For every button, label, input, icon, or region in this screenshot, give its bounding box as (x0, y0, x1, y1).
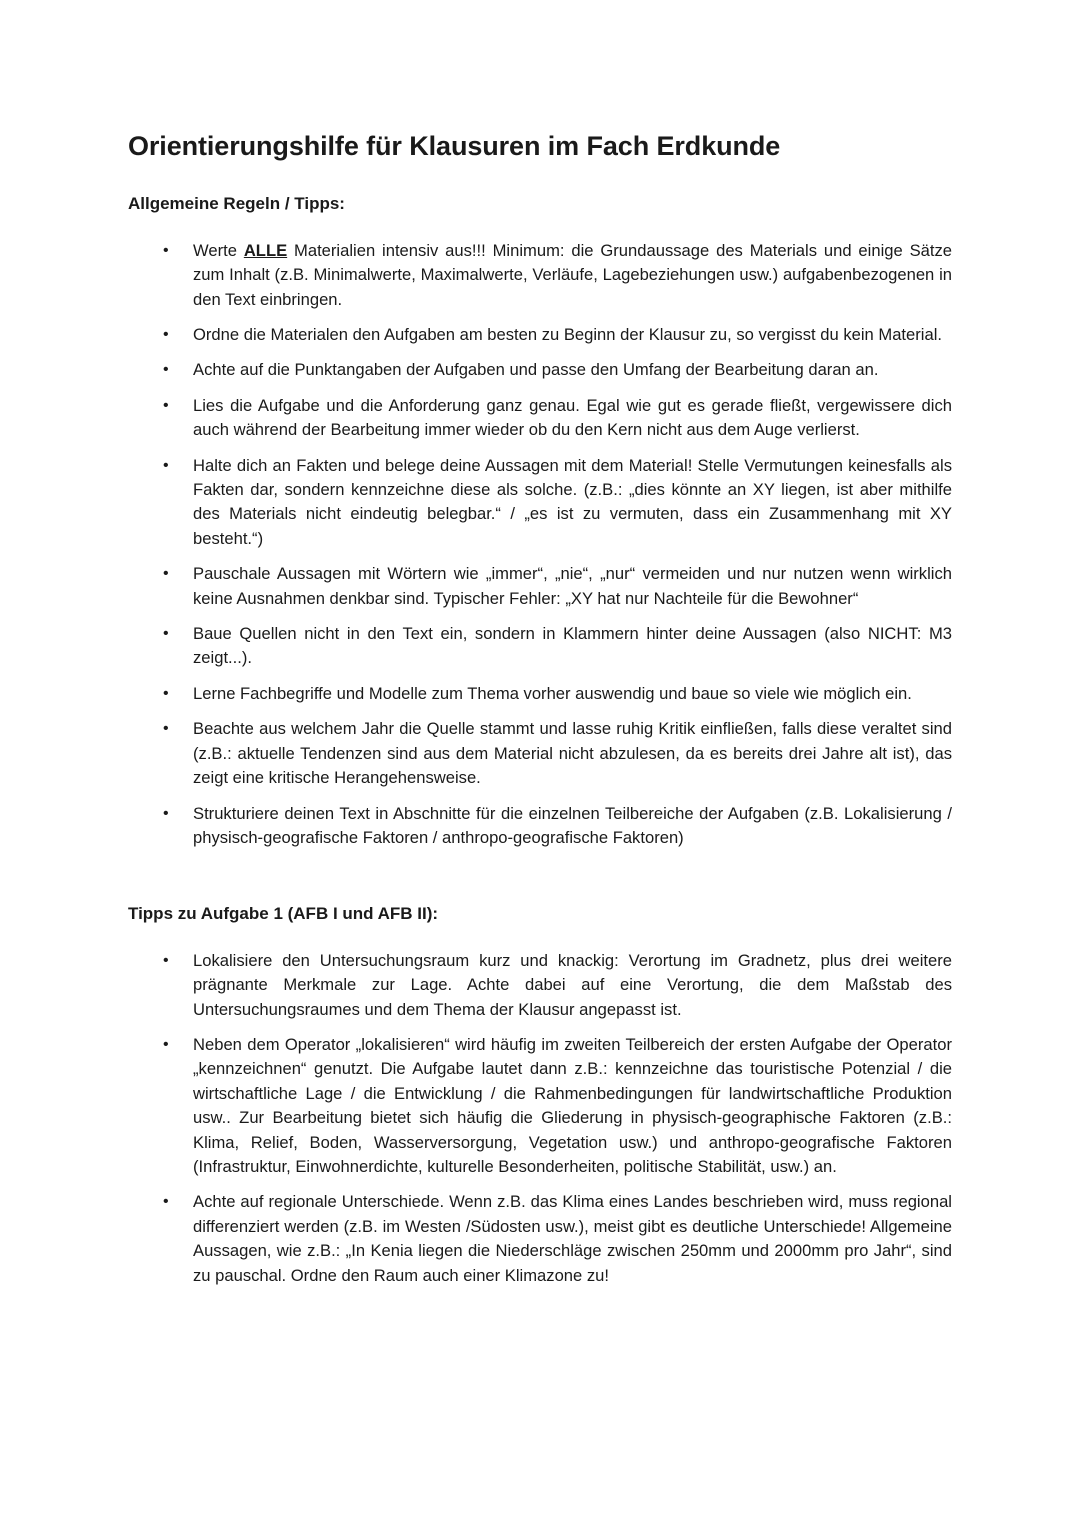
document-title: Orientierungshilfe für Klausuren im Fach Erdkunde (128, 131, 781, 161)
bullet-icon: • (163, 361, 169, 379)
bullet-icon: • (163, 396, 169, 414)
list-item-text: Halte dich an Fakten und belege deine Aussagen mit dem Material! Stelle Vermutungen keinesfalls als Fakten dar, sondern kennzeichne diese als solche. (z.B.: „dies könnte an XY liegen, ist aber mithilfe des Materials nicht eindeutig belegbar.“ / „es ist zu vermuten, dass ein Zusammenhang mit XY besteht.“) (193, 455, 952, 548)
list-item (128, 622, 952, 671)
list-item (128, 394, 952, 443)
bullet-icon: • (163, 720, 169, 738)
list-item-text: Pauschale Aussagen mit Wörtern wie „immer“, „nie“, „nur“ vermeiden und nur nutzen wenn wirklich keine Ausnahmen denkbar sind. Typischer Fehler: „XY hat nur Nachteile für die Bewohner“ (193, 564, 952, 608)
list-item-text: Beachte aus welchem Jahr die Quelle stammt und lasse ruhig Kritik einfließen, falls diese veraltet sind (z.B.: aktuelle Tendenzen sind aus dem Material nicht abzulesen, da es bereits drei Jahre alt ist), das zeigt eine kritische Herangehensweise. (193, 719, 952, 788)
list-item (128, 454, 952, 552)
section-heading-task-1: Tipps zu Aufgabe 1 (AFB I und AFB II): (128, 904, 439, 924)
bullet-icon: • (163, 804, 169, 822)
bullet-icon: • (163, 1035, 169, 1053)
bullet-icon: • (163, 456, 169, 474)
list-item-text: Lies die Aufgabe und die Anforderung ganz genau. Egal wie gut es gerade fließt, vergewissere dich auch während der Bearbeitung immer wieder ob du den Kern nicht aus dem Auge verlierst. (193, 395, 952, 440)
list-item-text-pre: Werte (193, 240, 244, 260)
list-item (128, 949, 952, 1022)
bullet-icon: • (163, 951, 169, 969)
bullet-list-task-1 (128, 949, 952, 1288)
bullet-icon: • (163, 625, 169, 643)
list-item-text: Ordne die Materialen den Aufgaben am besten zu Beginn der Klausur zu, so vergisst du kein Material. (193, 325, 942, 344)
bullet-list-general-rules (128, 239, 952, 851)
bullet-icon: • (163, 565, 169, 583)
list-item (128, 358, 952, 382)
list-item (128, 239, 952, 312)
list-item (128, 717, 952, 790)
list-item (128, 323, 952, 347)
list-item (128, 1190, 952, 1288)
list-item-text: Achte auf regionale Unterschiede. Wenn z.B. das Klima eines Landes beschrieben wird, muss regional differenziert werden (z.B. im Westen /Südosten usw.), meist gibt es deutliche Unterschiede! Allgemeine Aussagen, wie z.B.: „In Kenia liegen die Niederschläge zwischen 250mm und 2000mm pro Jahr“, sind zu pauschal. Ordne den Raum auch einer Klimazone zu! (193, 1192, 952, 1285)
list-item-text-post: Materialien intensiv aus!!! Minimum: die Grundaussage des Materials und einige Sätze zum Inhalt (z.B. Minimalwerte, Maximalwerte, Verläufe, Lagebeziehungen usw.) aufgabenbezogenen in den Text einbringen. (193, 240, 952, 309)
section-task-1-tips (128, 904, 952, 1288)
list-item (128, 562, 952, 611)
list-item-text: Achte auf die Punktangaben der Aufgaben und passe den Umfang der Bearbeitung daran an. (193, 360, 879, 380)
section-general-rules (128, 194, 952, 850)
bullet-icon: • (163, 684, 169, 702)
list-item-text: Baue Quellen nicht in den Text ein, sondern in Klammern hinter deine Aussagen (also NICHT: M3 zeigt...). (193, 624, 952, 668)
section-heading-general-rules: Allgemeine Regeln / Tipps: (128, 194, 345, 214)
list-item-text: Strukturiere deinen Text in Abschnitte für die einzelnen Teilbereiche der Aufgaben (z.B. Lokalisierung / physisch-geografische Faktoren / anthropo-geografische Faktoren) (193, 803, 952, 847)
list-item-text: Lokalisiere den Untersuchungsraum kurz und knackig: Verortung im Gradnetz, plus drei weitere prägnante Merkmale zur Lage. Achte dabei auf eine Verortung, die dem Maßstab des Untersuchungsraumes und dem Thema der Klausur angepasst ist. (193, 950, 952, 1019)
list-item (128, 802, 952, 851)
list-item (128, 682, 952, 706)
list-item-text: Neben dem Operator „lokalisieren“ wird häufig im zweiten Teilbereich der ersten Aufgabe der Operator „kennzeichnen“ genutzt. Die Aufgabe lautet dann z.B.: kennzeichne das touristische Potenzial / die wirtschaftliche Lage / die Entwicklung / die Rahmenbedingungen für landwirtschaftliche Produktion usw.. Zur Bearbeitung bietet sich häufig die Gliederung in physisch-geographische Faktoren (z.B.: Klima, Relief, Boden, Wasserversorgung, Vegetation usw.) und anthropo-geografische Faktoren (Infrastruktur, Einwohnerdichte, kulturelle Besonderheiten, politische Stabilität, usw.) an. (193, 1034, 952, 1176)
list-item-text: Lerne Fachbegriffe und Modelle zum Thema vorher auswendig und baue so viele wie möglich ein. (193, 683, 912, 703)
list-item (128, 1033, 952, 1179)
bullet-icon: • (163, 1193, 169, 1211)
bullet-icon: • (163, 241, 169, 259)
list-item-emphasis: ALLE (243, 240, 288, 260)
bullet-icon: • (163, 326, 169, 343)
